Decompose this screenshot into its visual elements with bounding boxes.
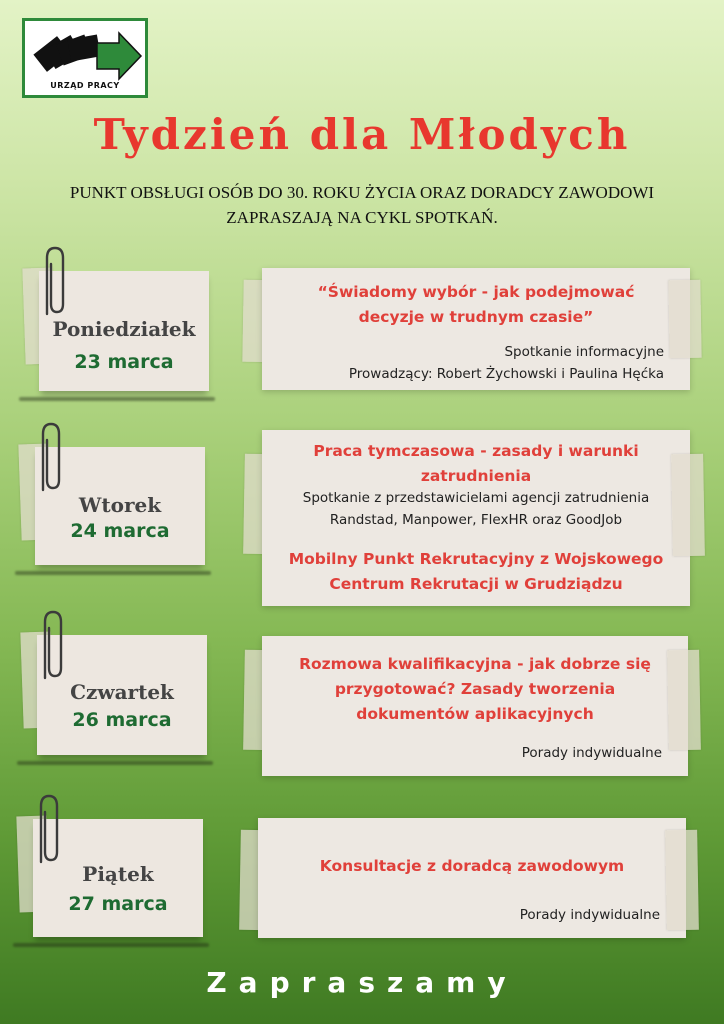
- event-card-tuesday: [262, 430, 690, 606]
- event-title-line: dokumentów aplikacyjnych: [356, 705, 594, 723]
- day-name: Czwartek: [70, 680, 174, 704]
- tape-strip: [667, 650, 701, 751]
- event-title-line: Konsultacje z doradcą zawodowym: [319, 857, 625, 875]
- subtitle-line-1: PUNKT OBSŁUGI OSÓB DO 30. ROKU ŻYCIA ORAZ DORADCY ZAWODOWI: [69, 183, 655, 202]
- page-title: Tydzień dla Młodych: [93, 110, 631, 159]
- paperclip-icon: [36, 608, 68, 690]
- day-name: Wtorek: [78, 493, 162, 517]
- event-detail: Spotkanie informacyjne: [504, 344, 664, 360]
- footer-invitation: Zapraszamy: [206, 966, 518, 999]
- day-date: 23 marca: [74, 351, 174, 373]
- logo-text: URZĄD PRACY: [50, 81, 120, 90]
- day-name: Poniedziałek: [52, 317, 196, 341]
- tape-strip: [671, 454, 705, 557]
- event-title-line: Centrum Rekrutacji w Grudziądzu: [329, 575, 623, 593]
- tape-strip: [668, 280, 701, 359]
- event-card-friday: [258, 818, 686, 938]
- paperclip-icon: [32, 792, 64, 874]
- paperclip-icon: [34, 420, 66, 502]
- paperclip-icon: [38, 244, 70, 326]
- day-date: 24 marca: [70, 520, 170, 542]
- event-title-line: decyzje w trudnym czasie”: [358, 308, 594, 326]
- event-title-line: Rozmowa kwalifikacyjna - jak dobrze się: [299, 655, 651, 673]
- event-detail: Porady indywidualne: [519, 907, 660, 923]
- event-detail: Porady indywidualne: [521, 745, 662, 761]
- day-date: 26 marca: [72, 709, 172, 731]
- event-title-line: Mobilny Punkt Rekrutacyjny z Wojskowego: [288, 550, 664, 568]
- day-date: 27 marca: [68, 893, 168, 915]
- logo-cards-arrow-icon: [31, 27, 143, 85]
- event-detail: Spotkanie z przedstawicielami agencji zatrudnienia: [302, 490, 650, 506]
- event-detail: Prowadzący: Robert Żychowski i Paulina Hęćka: [348, 366, 664, 382]
- event-title-line: zatrudnienia: [420, 467, 532, 485]
- urzad-pracy-logo: [22, 18, 148, 98]
- event-detail: Randstad, Manpower, FlexHR oraz GoodJob: [329, 512, 623, 528]
- tape-strip: [665, 830, 699, 931]
- event-title-line: Praca tymczasowa - zasady i warunki: [313, 442, 639, 460]
- page-subtitle: [20, 180, 704, 230]
- event-title-line: “Świadomy wybór - jak podejmować: [317, 283, 635, 301]
- day-name: Piątek: [82, 862, 154, 886]
- event-title-line: przygotować? Zasady tworzenia: [334, 680, 616, 698]
- event-card-monday: [262, 268, 690, 390]
- subtitle-line-2: ZAPRASZAJĄ NA CYKL SPOTKAŃ.: [226, 208, 498, 227]
- event-card-thursday: [262, 636, 688, 776]
